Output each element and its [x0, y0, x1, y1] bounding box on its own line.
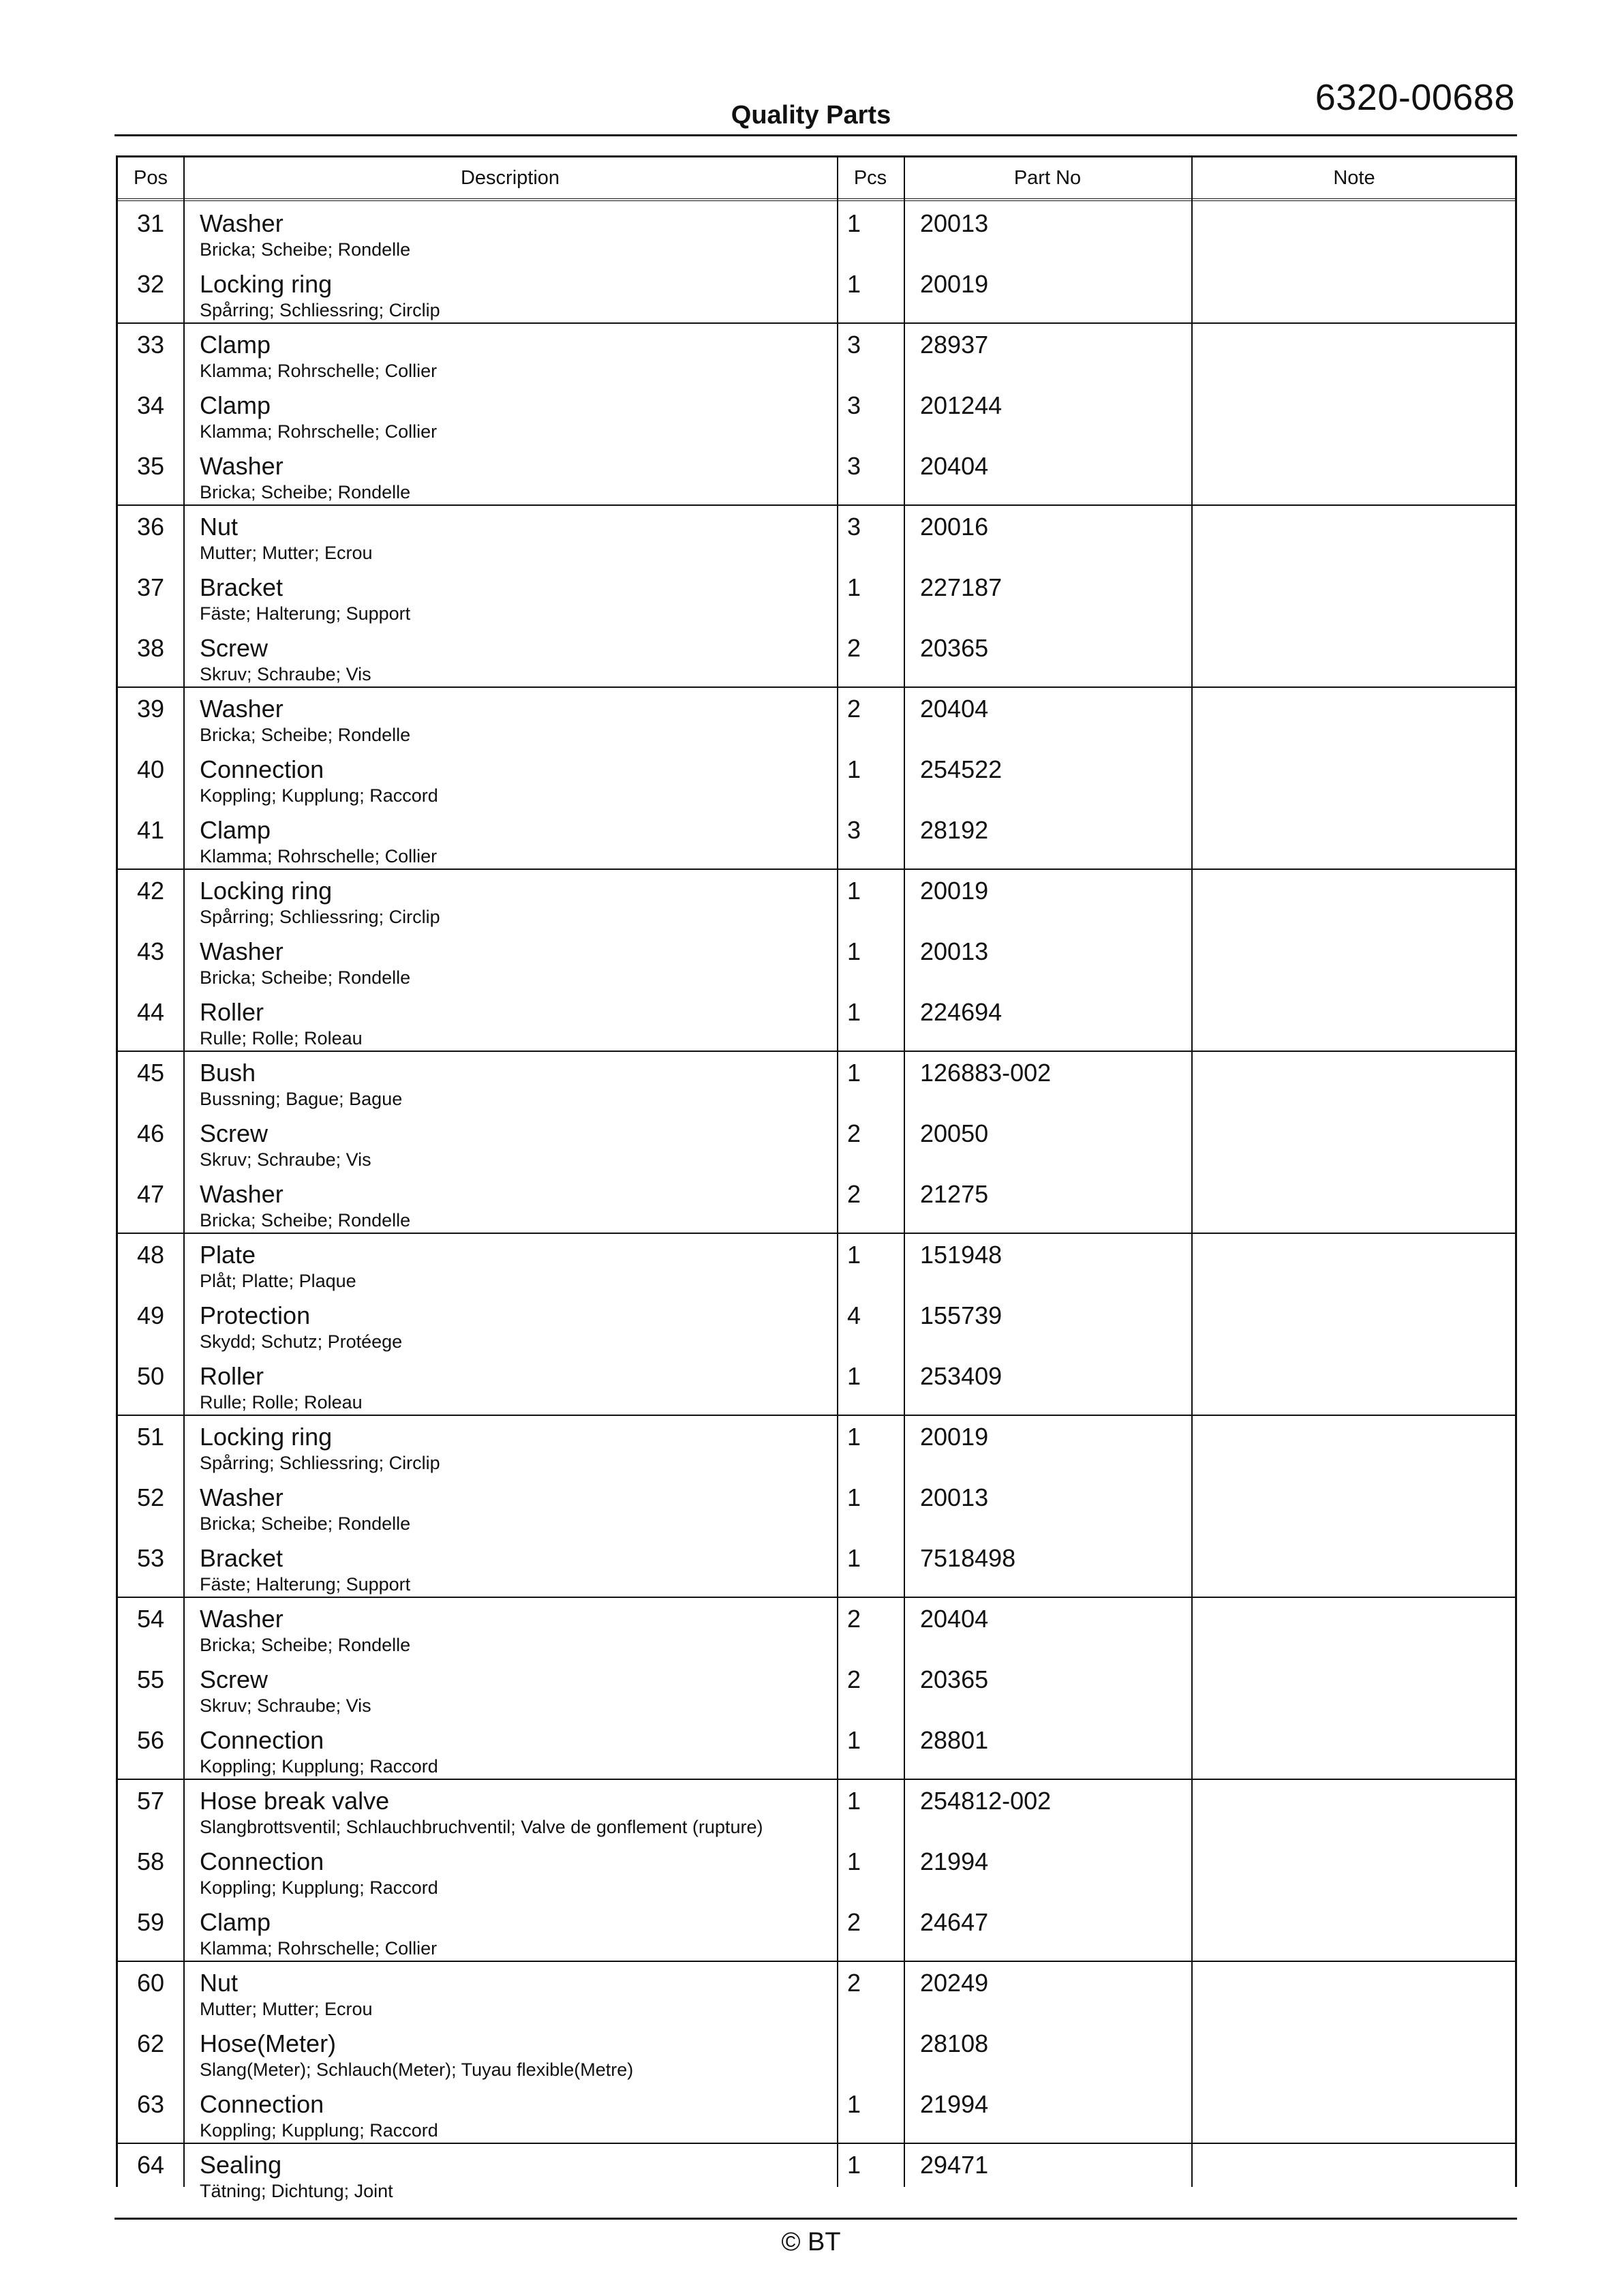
pcs-cell: 2 — [847, 1605, 861, 1633]
part-translations: Spårring; Schliessring; Circlip — [200, 907, 440, 927]
part-translations: Skruv; Schraube; Vis — [200, 1149, 371, 1170]
part-translations: Tätning; Dichtung; Joint — [200, 2181, 393, 2201]
copyright: © BT — [781, 2228, 841, 2256]
part-translations: Skydd; Schutz; Protéege — [200, 1331, 403, 1352]
pos-cell: 47 — [136, 1180, 165, 1208]
pos-cell: 59 — [136, 1908, 165, 1936]
table-row — [118, 331, 1515, 391]
part-number: 20019 — [920, 270, 989, 298]
part-translations: Bricka; Scheibe; Rondelle — [200, 239, 411, 260]
table-row — [118, 1847, 1515, 1908]
part-translations: Klamma; Rohrschelle; Collier — [200, 361, 438, 381]
pos-cell: 39 — [136, 695, 165, 723]
pos-cell: 45 — [136, 1059, 165, 1087]
pcs-cell: 2 — [847, 1180, 861, 1208]
document-number: 6320-00688 — [1315, 77, 1515, 118]
pos-cell: 32 — [136, 270, 165, 298]
part-name: Connection — [200, 2090, 324, 2118]
part-number: 28937 — [920, 331, 989, 359]
pcs-cell: 2 — [847, 1119, 861, 1147]
part-translations: Klamma; Rohrschelle; Collier — [200, 846, 438, 866]
part-name: Nut — [200, 513, 239, 541]
pos-cell: 48 — [136, 1241, 165, 1269]
pcs-cell: 3 — [847, 331, 861, 359]
part-number: 20013 — [920, 209, 989, 237]
table-row — [118, 1726, 1515, 1787]
part-translations: Klamma; Rohrschelle; Collier — [200, 421, 438, 442]
part-number: 20019 — [920, 1423, 989, 1451]
pcs-cell: 1 — [847, 1544, 861, 1572]
pos-cell: 36 — [136, 513, 165, 541]
pcs-cell: 1 — [847, 1241, 861, 1269]
part-translations: Mutter; Mutter; Ecrou — [200, 1999, 373, 2019]
pcs-cell: 1 — [847, 998, 861, 1026]
table-row — [118, 1969, 1515, 2029]
table-row — [118, 1241, 1515, 1301]
pcs-cell: 1 — [847, 937, 861, 965]
pcs-cell: 1 — [847, 755, 861, 783]
part-number: 20404 — [920, 1605, 989, 1633]
part-number: 28108 — [920, 2029, 989, 2057]
pcs-cell: 1 — [847, 1059, 861, 1087]
part-number: 151948 — [920, 1241, 1003, 1269]
part-translations: Plåt; Platte; Plaque — [200, 1271, 356, 1291]
table-row — [118, 452, 1515, 513]
part-translations: Spårring; Schliessring; Circlip — [200, 300, 440, 320]
part-name: Plate — [200, 1241, 256, 1269]
part-number: 254812-002 — [920, 1787, 1052, 1815]
part-translations: Bricka; Scheibe; Rondelle — [200, 725, 411, 745]
part-number: 28801 — [920, 1726, 989, 1754]
pcs-cell: 2 — [847, 1969, 861, 1997]
table-row — [118, 1665, 1515, 1726]
pos-cell: 38 — [136, 634, 165, 662]
part-number: 20013 — [920, 937, 989, 965]
table-row — [118, 1787, 1515, 1847]
pcs-cell: 1 — [847, 1423, 861, 1451]
column-header-pos: Pos — [134, 167, 168, 189]
pcs-cell: 1 — [847, 1726, 861, 1754]
pcs-cell: 1 — [847, 1362, 861, 1390]
part-name: Washer — [200, 1483, 284, 1511]
table-row-group — [118, 506, 1515, 688]
part-name: Protection — [200, 1301, 311, 1329]
part-translations: Koppling; Kupplung; Raccord — [200, 1756, 438, 1777]
part-translations: Koppling; Kupplung; Raccord — [200, 2120, 438, 2141]
part-translations: Skruv; Schraube; Vis — [200, 664, 371, 684]
part-number: 21994 — [920, 2090, 989, 2118]
part-number: 254522 — [920, 755, 1003, 783]
column-header-description: Description — [460, 167, 560, 189]
table-row — [118, 1362, 1515, 1423]
pos-cell: 63 — [136, 2090, 165, 2118]
part-name: Bracket — [200, 1544, 284, 1572]
pcs-cell: 1 — [847, 573, 861, 601]
part-translations: Rulle; Rolle; Roleau — [200, 1392, 363, 1413]
column-header-part-no: Part No — [1013, 167, 1082, 189]
table-row-group — [118, 688, 1515, 870]
pos-cell: 62 — [136, 2029, 165, 2057]
pos-cell: 44 — [136, 998, 165, 1026]
table-row — [118, 634, 1515, 695]
part-name: Screw — [200, 634, 269, 662]
part-number: 253409 — [920, 1362, 1003, 1390]
pcs-cell: 2 — [847, 695, 861, 723]
table-row — [118, 1908, 1515, 1969]
part-name: Roller — [200, 1362, 264, 1390]
pos-cell: 40 — [136, 755, 165, 783]
part-name: Connection — [200, 1847, 324, 1875]
part-number: 20404 — [920, 695, 989, 723]
part-name: Bush — [200, 1059, 256, 1087]
pos-cell: 58 — [136, 1847, 165, 1875]
part-translations: Bricka; Scheibe; Rondelle — [200, 1210, 411, 1230]
table-row — [118, 937, 1515, 998]
table-row — [118, 1423, 1515, 1483]
part-number: 224694 — [920, 998, 1003, 1026]
pcs-cell: 1 — [847, 270, 861, 298]
table-row — [118, 1544, 1515, 1605]
part-name: Washer — [200, 1180, 284, 1208]
part-translations: Spårring; Schliessring; Circlip — [200, 1453, 440, 1473]
part-translations: Fäste; Halterung; Support — [200, 1574, 411, 1595]
part-name: Clamp — [200, 816, 271, 844]
part-name: Washer — [200, 937, 284, 965]
pcs-cell: 1 — [847, 2151, 861, 2179]
part-translations: Bricka; Scheibe; Rondelle — [200, 482, 411, 502]
table-row — [118, 209, 1515, 270]
table-row — [118, 877, 1515, 937]
part-number: 20050 — [920, 1119, 989, 1147]
pcs-cell: 1 — [847, 1847, 861, 1875]
part-number: 20365 — [920, 634, 989, 662]
pos-cell: 43 — [136, 937, 165, 965]
part-number: 20365 — [920, 1665, 989, 1693]
part-translations: Bricka; Scheibe; Rondelle — [200, 967, 411, 988]
part-number: 20016 — [920, 513, 989, 541]
part-number: 7518498 — [920, 1544, 1016, 1572]
part-name: Washer — [200, 452, 284, 480]
pos-cell: 34 — [136, 391, 165, 419]
part-number: 21994 — [920, 1847, 989, 1875]
part-number: 201244 — [920, 391, 1003, 419]
pos-cell: 55 — [136, 1665, 165, 1693]
table-row — [118, 2090, 1515, 2151]
pos-cell: 37 — [136, 573, 165, 601]
part-number: 20019 — [920, 877, 989, 905]
pcs-cell: 3 — [847, 452, 861, 480]
table-row — [118, 1605, 1515, 1665]
pcs-cell: 3 — [847, 816, 861, 844]
pos-cell: 35 — [136, 452, 165, 480]
pos-cell: 53 — [136, 1544, 165, 1572]
table-row — [118, 2151, 1515, 2211]
page-title: Quality Parts — [731, 101, 891, 130]
column-header-note: Note — [1333, 167, 1375, 189]
part-name: Hose break valve — [200, 1787, 390, 1815]
part-name: Clamp — [200, 1908, 271, 1936]
table-header — [118, 157, 1515, 201]
table-row — [118, 2029, 1515, 2090]
part-name: Clamp — [200, 391, 271, 419]
table-row — [118, 1059, 1515, 1119]
table-row — [118, 998, 1515, 1059]
part-translations: Koppling; Kupplung; Raccord — [200, 1877, 438, 1898]
table-row-group — [118, 1234, 1515, 1416]
part-translations: Fäste; Halterung; Support — [200, 603, 411, 624]
part-name: Connection — [200, 755, 324, 783]
part-name: Screw — [200, 1119, 269, 1147]
pos-cell: 46 — [136, 1119, 165, 1147]
part-name: Screw — [200, 1665, 269, 1693]
part-translations: Slang(Meter); Schlauch(Meter); Tuyau flexible(Metre) — [200, 2059, 634, 2080]
table-row-group — [118, 324, 1515, 506]
table-row-group — [118, 202, 1515, 324]
part-translations: Bricka; Scheibe; Rondelle — [200, 1513, 411, 1534]
part-name: Hose(Meter) — [200, 2029, 337, 2057]
pcs-cell: 4 — [847, 1301, 861, 1329]
pos-cell: 49 — [136, 1301, 165, 1329]
table-row — [118, 1301, 1515, 1362]
part-number: 155739 — [920, 1301, 1003, 1329]
pos-cell: 33 — [136, 331, 165, 359]
table-row — [118, 1119, 1515, 1180]
part-number: 24647 — [920, 1908, 989, 1936]
part-translations: Slangbrottsventil; Schlauchbruchventil; Valve de gonflement (rupture) — [200, 1817, 763, 1837]
part-number: 20249 — [920, 1969, 989, 1997]
part-number: 21275 — [920, 1180, 989, 1208]
part-translations: Skruv; Schraube; Vis — [200, 1695, 371, 1716]
table-row-group — [118, 1780, 1515, 1962]
part-number: 126883-002 — [920, 1059, 1052, 1087]
pcs-cell: 1 — [847, 1787, 861, 1815]
part-number: 28192 — [920, 816, 989, 844]
part-name: Bracket — [200, 573, 284, 601]
pcs-cell: 3 — [847, 391, 861, 419]
table-row — [118, 391, 1515, 452]
pcs-cell: 1 — [847, 209, 861, 237]
part-name: Locking ring — [200, 270, 333, 298]
table-row-group — [118, 2144, 1515, 2205]
table-row-group — [118, 1052, 1515, 1234]
pos-cell: 56 — [136, 1726, 165, 1754]
part-name: Washer — [200, 1605, 284, 1633]
pos-cell: 57 — [136, 1787, 165, 1815]
part-translations: Bricka; Scheibe; Rondelle — [200, 1635, 411, 1655]
table-row — [118, 1483, 1515, 1544]
pos-cell: 54 — [136, 1605, 165, 1633]
part-name: Sealing — [200, 2151, 282, 2179]
part-name: Locking ring — [200, 877, 333, 905]
pcs-cell: 1 — [847, 1483, 861, 1511]
part-number: 29471 — [920, 2151, 989, 2179]
table-row — [118, 816, 1515, 877]
table-row — [118, 513, 1515, 573]
pcs-cell: 1 — [847, 2090, 861, 2118]
table-row — [118, 573, 1515, 634]
part-name: Locking ring — [200, 1423, 333, 1451]
pos-cell: 31 — [136, 209, 165, 237]
part-translations: Klamma; Rohrschelle; Collier — [200, 1938, 438, 1959]
table-row — [118, 695, 1515, 755]
part-name: Washer — [200, 209, 284, 237]
part-name: Clamp — [200, 331, 271, 359]
table-row — [118, 1180, 1515, 1241]
pcs-cell: 2 — [847, 1665, 861, 1693]
part-name: Nut — [200, 1969, 239, 1997]
table-row-group — [118, 870, 1515, 1052]
parts-table — [116, 155, 1517, 2201]
table-row-group — [118, 1416, 1515, 1598]
part-translations: Mutter; Mutter; Ecrou — [200, 543, 373, 563]
header-divider — [114, 134, 1517, 136]
table-row — [118, 270, 1515, 331]
pos-cell: 51 — [136, 1423, 165, 1451]
footer-divider — [114, 2218, 1517, 2220]
part-translations: Koppling; Kupplung; Raccord — [200, 785, 438, 806]
pcs-cell: 1 — [847, 877, 861, 905]
pcs-cell: 3 — [847, 513, 861, 541]
part-number: 20404 — [920, 452, 989, 480]
part-number: 20013 — [920, 1483, 989, 1511]
pos-cell: 50 — [136, 1362, 165, 1390]
pos-cell: 41 — [136, 816, 165, 844]
pos-cell: 52 — [136, 1483, 165, 1511]
pos-cell: 42 — [136, 877, 165, 905]
pos-cell: 64 — [136, 2151, 165, 2179]
column-header-pcs: Pcs — [853, 167, 887, 189]
pcs-cell: 2 — [847, 1908, 861, 1936]
part-name: Washer — [200, 695, 284, 723]
part-translations: Bussning; Bague; Bague — [200, 1089, 403, 1109]
table-row-group — [118, 1962, 1515, 2144]
part-name: Connection — [200, 1726, 324, 1754]
part-translations: Rulle; Rolle; Roleau — [200, 1028, 363, 1048]
table-row — [118, 755, 1515, 816]
table-row-group — [118, 1598, 1515, 1780]
pcs-cell: 2 — [847, 634, 861, 662]
part-name: Roller — [200, 998, 264, 1026]
pos-cell: 60 — [136, 1969, 165, 1997]
part-number: 227187 — [920, 573, 1003, 601]
